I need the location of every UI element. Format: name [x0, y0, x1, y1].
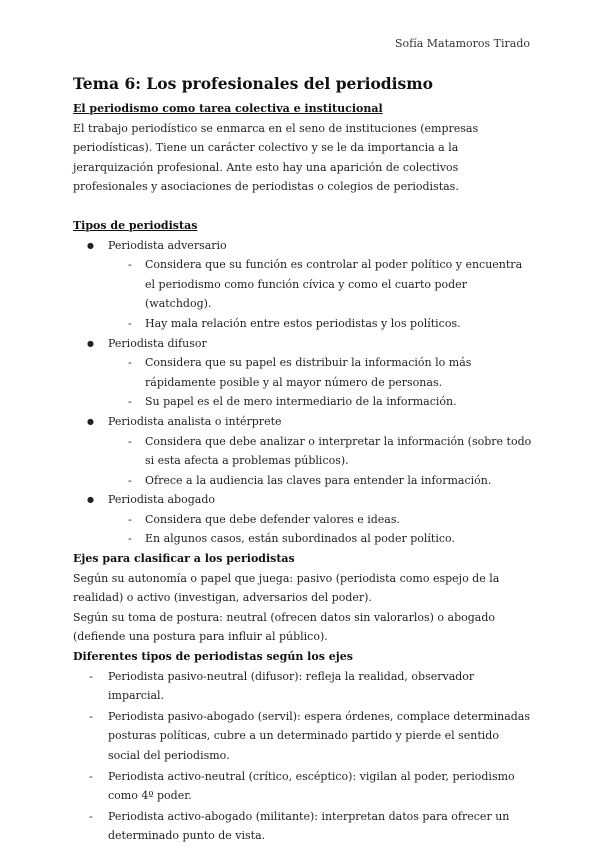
list-item: - Periodista activo-abogado (militante): interpretan datos para ofrecer un determinado punto de vista.	[73, 807, 533, 846]
sub-list-item: - Considera que debe analizar o interpretar la información (sobre todo si esta afecta a problemas públicos).	[108, 432, 533, 471]
paragraph: Según su toma de postura: neutral (ofrecen datos sin valorarlos) o abogado (defiende una postura para influir al público).	[73, 610, 496, 644]
sub-list	[108, 432, 533, 491]
sub-list-item: - Considera que debe defender valores e ideas.	[108, 510, 533, 530]
sub-list-item: - Considera que su papel es distribuir la información lo más rápidamente posible y al mayor número de personas.	[108, 353, 533, 392]
paragraph: El trabajo periodístico se enmarca en el seno de instituciones (empresas periodísticas). Tiene un carácter colectivo y se le da importancia a la jerarquización profesional. Ante esto hay una aparición de colectivos profesionales y asociaciones de periodistas o colegios de periodistas.	[73, 121, 479, 194]
sub-list-item: - Considera que su función es controlar al poder político y encuentra el periodismo como función cívica y como el cuarto poder (watchdog).	[108, 255, 533, 314]
type-label: Periodista difusor	[108, 336, 207, 350]
list-item	[73, 236, 533, 334]
section-heading: El periodismo como tarea colectiva e institucional	[73, 102, 383, 115]
type-label: Periodista adversario	[108, 238, 227, 252]
author-name: Sofía Matamoros Tirado	[394, 37, 530, 50]
sub-list	[108, 510, 533, 549]
document-body	[73, 73, 533, 847]
sub-list-item: - Hay mala relación entre estos periodistas y los políticos.	[108, 314, 533, 334]
list-item	[73, 412, 533, 490]
sub-list-item: - En algunos casos, están subordinados al poder político.	[108, 529, 533, 549]
sub-list	[108, 353, 533, 412]
spacer	[73, 197, 533, 216]
section-heading: Ejes para clasificar a los periodistas	[73, 552, 295, 566]
sub-list	[108, 255, 533, 333]
list-item: - Periodista activo-neutral (crítico, escéptico): vigilan al poder, periodismo como 4º poder.	[73, 767, 533, 806]
list-item	[73, 334, 533, 412]
type-label: Periodista abogado	[108, 493, 215, 507]
list-item: - Periodista pasivo-neutral (difusor): refleja la realidad, observador imparcial.	[73, 667, 533, 706]
list-item	[73, 490, 533, 549]
type-label: Periodista analista o intérprete	[108, 414, 282, 428]
section-heading: Diferentes tipos de periodistas según los ejes	[73, 650, 353, 664]
sub-list-item: - Ofrece a la audiencia las claves para entender la información.	[108, 471, 533, 491]
page-title: Tema 6: Los profesionales del periodismo	[73, 74, 433, 93]
axes-types-list	[73, 667, 533, 846]
list-item: - Periodista pasivo-abogado (servil): espera órdenes, complace determinadas posturas políticas, cubre a un determinado partido y pierde el sentido social del periodismo.	[73, 707, 533, 766]
journalist-types-list	[73, 236, 533, 550]
sub-list-item: - Su papel es el de mero intermediario de la información.	[108, 392, 533, 412]
section-heading: Tipos de periodistas	[73, 218, 198, 232]
paragraph: Según su autonomía o papel que juega: pasivo (periodista como espejo de la realidad) o activo (investigan, adversarios del poder).	[73, 571, 500, 605]
